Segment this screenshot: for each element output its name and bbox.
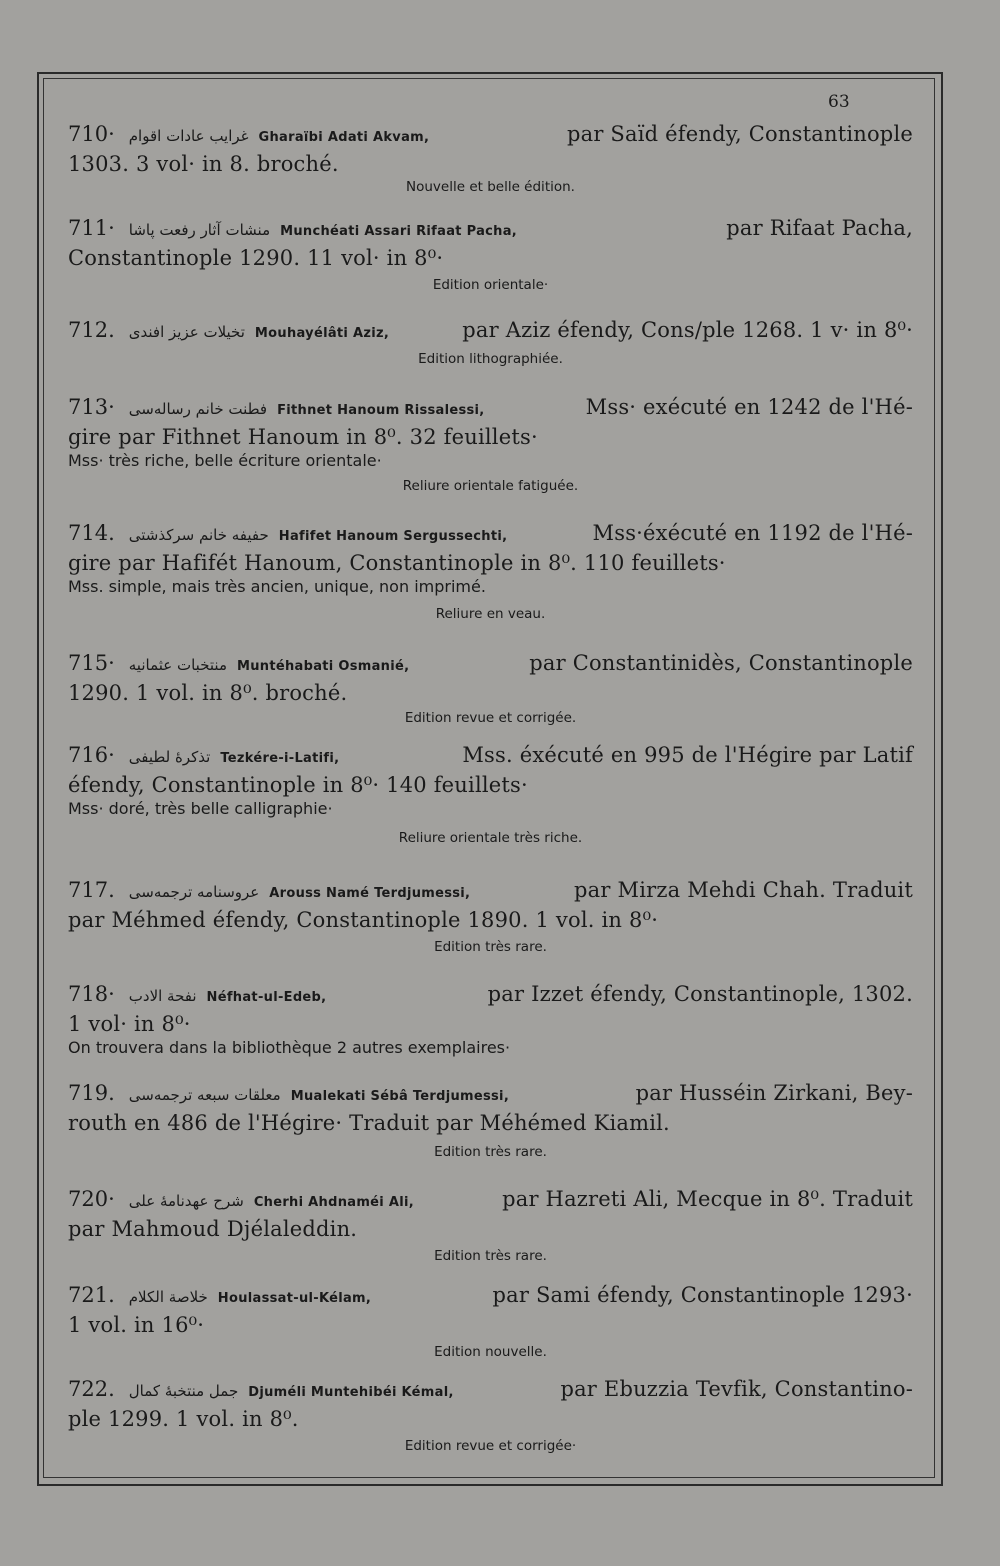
entry-number: 719. [68,1081,115,1105]
entry-line-1 [68,1376,913,1406]
transliterated-title: Munchéati Assari Rifaat Pacha, [280,224,518,239]
entry-714 [68,520,913,624]
arabic-title: منتخبات عثمانيه [128,656,227,674]
entry-number: 714. [68,521,115,545]
entry-line-1 [68,121,913,151]
entry-line-1 [68,650,913,680]
transliterated-title: Hafifet Hanoum Sergussechti, [278,529,508,544]
entry-text: par Sami éfendy, Constantinople 1293· [492,1283,913,1307]
transliterated-title: Houlassat-ul-Kélam, [217,1291,372,1306]
transliterated-title: Arouss Namé Terdjumessi, [269,886,471,901]
edition-note: Edition revue et corrigée. [404,710,577,726]
entry-710 [68,121,913,197]
entry-number: 718· [68,982,115,1006]
arabic-title: معلقات سبعه ترجمه‌سى [128,1086,281,1104]
transliterated-title: Mouhayélâti Aziz, [254,326,390,341]
entry-line-1 [68,215,913,245]
entry-line-2: gire par Fithnet Hanoum in 8⁰. 32 feuillets· [68,425,538,449]
arabic-title: جمل منتخبۀ كمال [128,1382,239,1400]
edition-note: Edition orientale· [432,277,549,293]
entry-717 [68,877,913,957]
entry-720 [68,1186,913,1266]
arabic-title: غرايب عادات اقوام [128,127,249,145]
entry-715 [68,650,913,728]
entry-line-2: 1303. 3 vol· in 8. broché. [68,152,339,176]
entry-text: Mss· exécuté en 1242 de l'Hé- [585,395,913,419]
entry-number: 713· [68,395,115,419]
edition-note: Edition nouvelle. [434,1344,547,1360]
entry-text: par Hazreti Ali, Mecque in 8⁰. Traduit [502,1187,913,1211]
entry-722 [68,1376,913,1456]
entry-line-2: routh en 486 de l'Hégire· Traduit par Méhémed Kiamil. [68,1111,670,1135]
entry-line-1 [68,520,913,550]
edition-note: Edition très rare. [434,1248,547,1264]
entry-line-1 [68,742,913,772]
entry-line-1 [68,1282,913,1312]
entry-text: par Mirza Mehdi Chah. Traduit [574,878,913,902]
entry-number: 716· [68,743,115,767]
entry-line-1 [68,317,913,347]
edition-note: Edition lithographiée. [418,351,563,367]
arabic-title: حفيفه خانم سركذشتى [128,526,269,544]
manuscript-note: Mss· doré, très belle calligraphie· [68,799,333,818]
entry-text: par Aziz éfendy, Cons/ple 1268. 1 v· in 8⁰· [462,318,913,342]
entry-text: par Husséin Zirkani, Bey- [635,1081,913,1105]
transliterated-title: Gharaïbi Adati Akvam, [258,130,430,145]
entry-line-1 [68,394,913,424]
arabic-title: منشات آثار رفعت پاشا [128,221,271,239]
edition-note: Edition très rare. [434,1144,547,1160]
entry-text: par Izzet éfendy, Constantinople, 1302. [487,982,913,1006]
entry-711 [68,215,913,295]
entry-text: Mss·éxécuté en 1192 de l'Hé- [592,521,913,545]
edition-note: Nouvelle et belle édition. [406,179,575,195]
manuscript-note: On trouvera dans la bibliothèque 2 autres exemplaires· [68,1038,511,1057]
manuscript-note: Mss. simple, mais très ancien, unique, non imprimé. [68,577,486,596]
arabic-title: تخيلات عزيز افندى [128,323,245,341]
entry-713 [68,394,913,496]
entry-line-1 [68,877,913,907]
entry-line-2: gire par Hafifét Hanoum, Constantinople in 8⁰. 110 feuillets· [68,551,726,575]
transliterated-title: Fithnet Hanoum Rissalessi, [277,403,485,418]
entry-line-2: ple 1299. 1 vol. in 8⁰. [68,1407,299,1431]
arabic-title: تذكرۀ لطيفى [128,748,211,766]
entry-line-2: 1 vol. in 16⁰· [68,1313,205,1337]
entry-line-2: Constantinople 1290. 11 vol· in 8⁰· [68,246,444,270]
entry-number: 722. [68,1377,115,1401]
edition-note: Reliure orientale très riche. [398,830,583,846]
transliterated-title: Muntéhabati Osmanié, [236,659,410,674]
transliterated-title: Djuméli Muntehibéi Kémal, [248,1385,454,1400]
entry-716 [68,742,913,848]
entry-712 [68,317,913,369]
transliterated-title: Néfhat-ul-Edeb, [206,990,327,1005]
transliterated-title: Cherhi Ahdnaméi Ali, [253,1195,414,1210]
edition-note: Edition très rare. [434,939,547,955]
entry-number: 717. [68,878,115,902]
arabic-title: فطنت خانم رساله‌سى [128,400,268,418]
entry-line-1 [68,981,913,1011]
edition-note: Reliure orientale fatiguée. [402,478,579,494]
entry-text: Mss. éxécuté en 995 de l'Hégire par Latif [462,743,913,767]
entry-line-2: éfendy, Constantinople in 8⁰· 140 feuillets· [68,773,528,797]
entry-number: 720· [68,1187,115,1211]
arabic-title: عروسنامه ترجمه‌سى [128,883,260,901]
edition-note: Reliure en veau. [435,606,546,622]
entry-line-1 [68,1186,913,1216]
arabic-title: نفحة الادب [128,987,197,1005]
entry-text: par Ebuzzia Tevfik, Constantino- [560,1377,913,1401]
entry-line-2: 1 vol· in 8⁰· [68,1012,191,1036]
entry-number: 710· [68,122,115,146]
entry-718 [68,981,913,1059]
entry-number: 711· [68,216,115,240]
edition-note: Edition revue et corrigée· [404,1438,577,1454]
entry-719 [68,1080,913,1162]
entry-line-2: 1290. 1 vol. in 8⁰. broché. [68,681,348,705]
arabic-title: شرح عهدنامۀ على [128,1192,244,1210]
entry-number: 721. [68,1283,115,1307]
page-number: 63 [828,92,850,112]
entry-721 [68,1282,913,1362]
entry-text: par Constantinidès, Constantinople [529,651,913,675]
manuscript-note: Mss· très riche, belle écriture orientale· [68,451,382,470]
transliterated-title: Tezkére-i-Latifi, [220,751,340,766]
entry-number: 712. [68,318,115,342]
entry-line-1 [68,1080,913,1110]
entry-number: 715· [68,651,115,675]
entry-line-2: par Méhmed éfendy, Constantinople 1890. 1 vol. in 8⁰· [68,908,659,932]
entry-text: par Rifaat Pacha, [726,216,913,240]
entry-line-2: par Mahmoud Djélaleddin. [68,1217,358,1241]
arabic-title: خلاصة الكلام [128,1288,208,1306]
transliterated-title: Mualekati Sébâ Terdjumessi, [290,1089,510,1104]
entry-text: par Saïd éfendy, Constantinople [566,122,913,146]
